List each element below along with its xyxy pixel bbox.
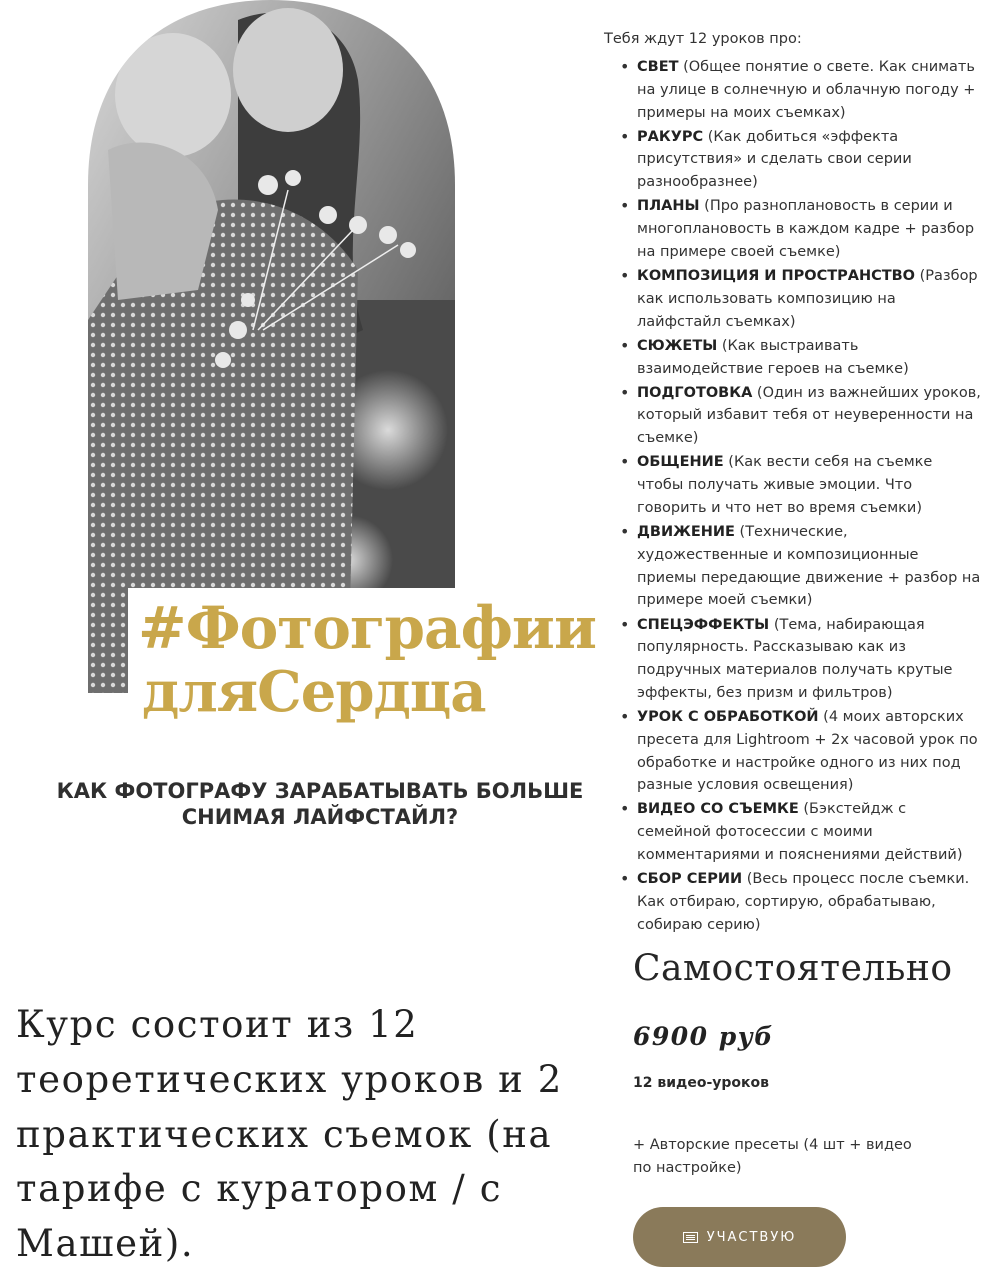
course-hashtag-title <box>138 594 596 725</box>
lesson-description: (4 моих авторских пресета для Lightroom + 2х часовой урок по обработке и настройке одного из них под разные условия освещения) <box>637 708 978 794</box>
lesson-title: ВИДЕО СО СЪЕМКЕ <box>637 801 799 818</box>
lesson-description: (Разбор как использовать композицию на лайфстайл съемках) <box>637 268 978 330</box>
lesson-description: (Технические, художественные и композиционные приемы передающие движение + разбор на примере моей съемки) <box>637 524 981 609</box>
lesson-description: (Как выстраивать взаимодействие героев на съемке) <box>637 337 909 377</box>
lesson-title: УРОК С ОБРАБОТКОЙ <box>637 708 819 725</box>
lesson-item <box>620 56 982 124</box>
bullet-icon: • <box>620 126 630 146</box>
plan-lessons-count: 12 видео-уроков <box>633 1075 770 1091</box>
bullet-icon: • <box>620 335 630 355</box>
lesson-title: ДВИЖЕНИЕ <box>637 524 735 541</box>
bullet-icon: • <box>620 196 630 216</box>
lesson-description: (Весь процесс после съемки. Как отбираю, сортирую, обрабатываю, собираю серию) <box>637 871 970 933</box>
bullet-icon: • <box>620 57 630 76</box>
bullet-icon: • <box>620 706 630 726</box>
bullet-icon: • <box>620 869 630 889</box>
bullet-icon: • <box>620 799 630 819</box>
bullet-icon: • <box>620 266 630 286</box>
lesson-title: СБОР СЕРИИ <box>637 871 743 888</box>
lessons-list <box>620 56 982 938</box>
plan-extras: + Авторские пресеты (4 шт + видео по настройке) <box>633 1137 912 1176</box>
participate-button-label: УЧАСТВУЮ <box>706 1229 797 1245</box>
lesson-description: (Тема, набирающая популярность. Рассказываю как из подручных материалов получать крутые эффекты, без призм и фильтров) <box>637 616 953 701</box>
lesson-title: КОМПОЗИЦИЯ И ПРОСТРАНСТВО <box>637 268 916 285</box>
list-icon <box>683 1232 698 1243</box>
lesson-title: СВЕТ <box>637 59 679 75</box>
lesson-title: ОБЩЕНИЕ <box>637 454 724 471</box>
bullet-icon: • <box>620 382 630 402</box>
lesson-item <box>620 798 982 866</box>
hashtag-line-1: #Фотографии <box>138 594 596 662</box>
bullet-icon: • <box>620 522 630 542</box>
bullet-icon: • <box>620 614 630 634</box>
course-question: КАК ФОТОГРАФУ ЗАРАБАТЫВАТЬ БОЛЬШЕ СНИМАЯ ЛАЙФСТАЙЛ? <box>56 779 584 830</box>
lesson-item <box>620 706 982 797</box>
plan-name: Самостоятельно <box>633 948 953 989</box>
lesson-item <box>620 451 982 519</box>
course-summary: Курс состоит из 12 теоретических уроков и 2 практических съемок (на тарифе с куратором / с Машей). <box>16 1003 563 1265</box>
lesson-description: (Один из важнейших уроков, который избавит тебя от неуверенности на съемке) <box>637 384 981 447</box>
bullet-icon: • <box>620 452 630 472</box>
lesson-item <box>620 868 982 936</box>
lesson-description: (Как вести себя на съемке чтобы получать живые эмоции. Что говорить и что нет во время съемки) <box>637 454 933 516</box>
lesson-item <box>620 614 982 705</box>
lessons-intro: Тебя ждут 12 уроков про: <box>604 31 802 47</box>
participate-button[interactable] <box>633 1207 846 1267</box>
lesson-item <box>620 521 982 612</box>
hashtag-line-2: дляСердца <box>142 658 486 725</box>
lesson-description: (Про разноплановость в серии и многоплановость в каждом кадре + разбор на примере своей съемке) <box>637 198 975 260</box>
lesson-title: СЮЖЕТЫ <box>637 337 718 354</box>
lesson-item <box>620 126 982 194</box>
lesson-title: ПЛАНЫ <box>637 198 700 215</box>
lesson-item <box>620 265 982 333</box>
lesson-title: СПЕЦЭФФЕКТЫ <box>637 616 770 633</box>
lesson-item <box>620 195 982 263</box>
lesson-item <box>620 335 982 381</box>
lesson-item <box>620 382 982 450</box>
lesson-title: РАКУРС <box>637 128 704 145</box>
plan-price: 6900 руб <box>633 1022 774 1051</box>
lesson-description: (Общее понятие о свете. Как снимать на улице в солнечную и облачную погоду + примеры на моих съемках) <box>637 59 976 121</box>
lesson-description: (Бэкстейдж с семейной фотосессии с моими комментариями и пояснениями действий) <box>637 801 963 864</box>
lesson-description: (Как добиться «эффекта присутствия» и сделать свои серии разнообразнее) <box>637 128 912 191</box>
lesson-title: ПОДГОТОВКА <box>637 384 753 401</box>
